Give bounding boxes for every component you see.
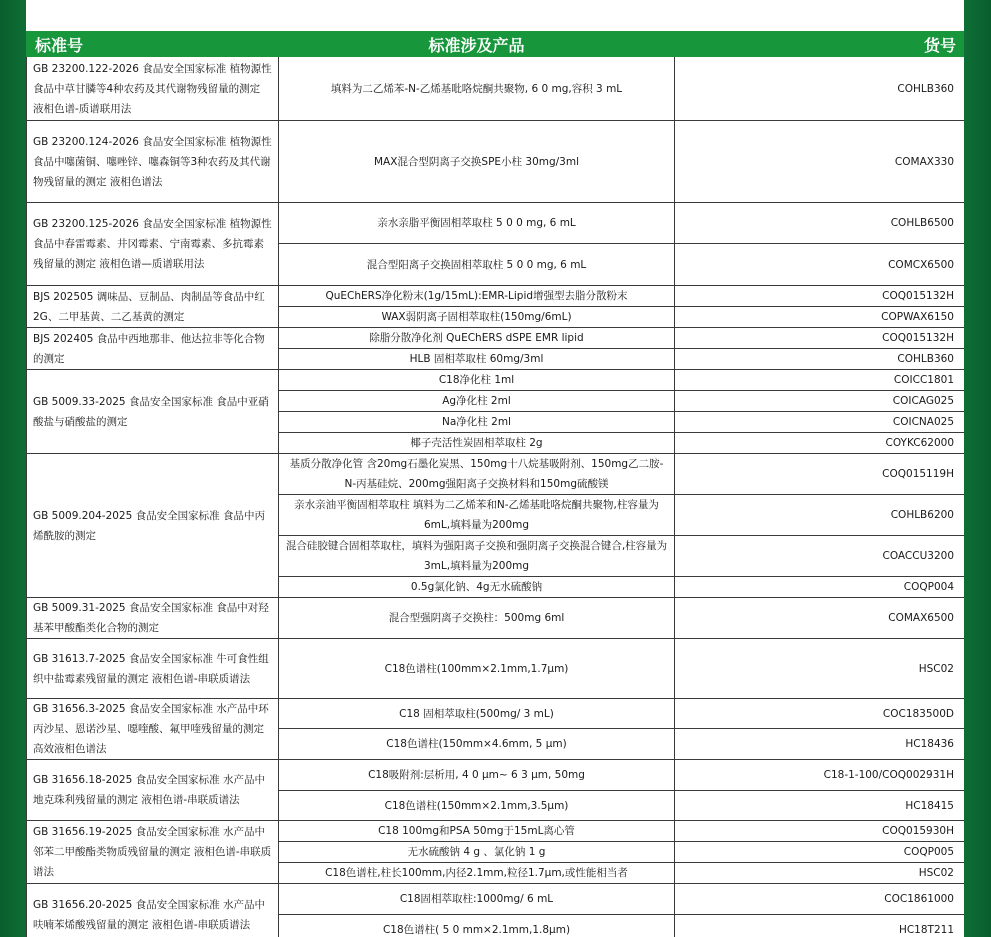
standard-cell: GB 31656.18-2025 食品安全国家标准 水产品中地克珠利残留量的测定 液相色谱-串联质谱法	[27, 760, 279, 821]
product-cell: C18色谱柱,柱长100mm,内径2.1mm,粒径1.7μm,或性能相当者	[279, 863, 675, 884]
product-cell: 除脂分散净化剂 QuEChERS dSPE EMR lipid	[279, 328, 675, 349]
table-row	[27, 639, 965, 699]
product-cell: 0.5g氯化钠、4g无水硫酸钠	[279, 577, 675, 598]
product-cell: 混合型强阴离子交换柱：500mg 6ml	[279, 598, 675, 639]
standard-cell: GB 23200.122-2026 食品安全国家标准 植物源性食品中草甘膦等4种农药及其代谢物残留量的测定 液相色谱-质谱联用法	[27, 57, 279, 121]
code-cell: COHLB6500	[675, 203, 965, 244]
code-cell: COQ015132H	[675, 328, 965, 349]
header-standard: 标准号	[27, 32, 279, 57]
header-code: 货号	[675, 32, 965, 57]
table-row	[27, 598, 965, 639]
standard-cell: GB 5009.204-2025 食品安全国家标准 食品中丙烯酰胺的测定	[27, 454, 279, 598]
product-cell: 亲水亲油平衡固相萃取柱 填料为二乙烯苯和N-乙烯基吡咯烷酮共聚物,柱容量为6mL,填料量为200mg	[279, 495, 675, 536]
standard-cell: GB 23200.124-2026 食品安全国家标准 植物源性食品中噻菌铜、噻唑锌、噻森铜等3种农药及其代谢物残留量的测定 液相色谱法	[27, 121, 279, 203]
standard-cell: GB 31656.3-2025 食品安全国家标准 水产品中环丙沙星、恩诺沙星、噁喹酸、氟甲喹残留量的测定 高效液相色谱法	[27, 699, 279, 760]
product-cell: C18色谱柱(100mm×2.1mm,1.7μm)	[279, 639, 675, 699]
product-cell: 填料为二乙烯苯-N-乙烯基吡咯烷酮共聚物, 6 0 mg,容积 3 mL	[279, 57, 675, 121]
product-cell: C18净化柱 1ml	[279, 370, 675, 391]
product-cell: HLB 固相萃取柱 60mg/3ml	[279, 349, 675, 370]
table-row	[27, 454, 965, 495]
table-row	[27, 699, 965, 729]
code-cell: COYKC62000	[675, 433, 965, 454]
table-row	[27, 884, 965, 915]
product-cell: MAX混合型阴离子交换SPE小柱 30mg/3ml	[279, 121, 675, 203]
code-cell: COICAG025	[675, 391, 965, 412]
code-cell: HSC02	[675, 639, 965, 699]
code-cell: COQ015119H	[675, 454, 965, 495]
code-cell: COQ015930H	[675, 821, 965, 842]
product-cell: 亲水亲脂平衡固相萃取柱 5 0 0 mg, 6 mL	[279, 203, 675, 244]
table-row	[27, 203, 965, 244]
code-cell: COICNA025	[675, 412, 965, 433]
product-cell: Ag净化柱 2ml	[279, 391, 675, 412]
code-cell: COACCU3200	[675, 536, 965, 577]
product-cell: 混合硅胶键合固相萃取柱，填料为强阳离子交换和强阴离子交换混合键合,柱容量为3mL,填料量为200mg	[279, 536, 675, 577]
product-cell: 基质分散净化管 含20mg石墨化炭黑、150mg十八烷基吸附剂、150mg乙二胺-N-丙基硅烷、200mg强阳离子交换材料和150mg硫酸镁	[279, 454, 675, 495]
table-header	[27, 32, 965, 57]
code-cell: COMCX6500	[675, 244, 965, 286]
code-cell: COHLB6200	[675, 495, 965, 536]
product-cell: 椰子壳活性炭固相萃取柱 2g	[279, 433, 675, 454]
code-cell: COC183500D	[675, 699, 965, 729]
table-row	[27, 370, 965, 391]
code-cell: HC18436	[675, 729, 965, 760]
standard-cell: GB 5009.31-2025 食品安全国家标准 食品中对羟基苯甲酸酯类化合物的测定	[27, 598, 279, 639]
code-cell: HC18415	[675, 791, 965, 821]
product-cell: 无水硫酸钠 4 g 、氯化钠 1 g	[279, 842, 675, 863]
product-cell: C18 固相萃取柱(500mg/ 3 mL)	[279, 699, 675, 729]
standard-cell: GB 31656.20-2025 食品安全国家标准 水产品中呋喃苯烯酸残留量的测定 液相色谱-串联质谱法	[27, 884, 279, 937]
table-row	[27, 286, 965, 307]
table-row	[27, 328, 965, 349]
product-cell: Na净化柱 2ml	[279, 412, 675, 433]
code-cell: C18-1-100/COQ002931H	[675, 760, 965, 791]
product-cell: WAX弱阴离子固相萃取柱(150mg/6mL)	[279, 307, 675, 328]
product-cell: C18 100mg和PSA 50mg于15mL离心管	[279, 821, 675, 842]
code-cell: COQP004	[675, 577, 965, 598]
product-cell: C18固相萃取柱:1000mg/ 6 mL	[279, 884, 675, 915]
code-cell: COHLB360	[675, 349, 965, 370]
standard-cell: BJS 202405 食品中西地那非、他达拉非等化合物的测定	[27, 328, 279, 370]
standard-cell: GB 5009.33-2025 食品安全国家标准 食品中亚硝酸盐与硝酸盐的测定	[27, 370, 279, 454]
standards-sheet	[26, 0, 964, 937]
table-body	[27, 57, 965, 937]
product-cell: C18色谱柱( 5 0 mm×2.1mm,1.8μm)	[279, 915, 675, 937]
product-cell: C18吸附剂:层析用, 4 0 μm~ 6 3 μm, 50mg	[279, 760, 675, 791]
standards-table	[26, 31, 964, 937]
code-cell: COPWAX6150	[675, 307, 965, 328]
product-cell: C18色谱柱(150mm×4.6mm, 5 μm)	[279, 729, 675, 760]
standard-cell: GB 31613.7-2025 食品安全国家标准 牛可食性组织中盐霉素残留量的测定 液相色谱-串联质谱法	[27, 639, 279, 699]
code-cell: HC18T211	[675, 915, 965, 937]
code-cell: HSC02	[675, 863, 965, 884]
code-cell: COICC1801	[675, 370, 965, 391]
table-row	[27, 821, 965, 842]
table-row	[27, 121, 965, 203]
code-cell: COC1861000	[675, 884, 965, 915]
code-cell: COHLB360	[675, 57, 965, 121]
standard-cell: GB 23200.125-2026 食品安全国家标准 植物源性食品中春雷霉素、井冈霉素、宁南霉素、多抗霉素残留量的测定 液相色谱—质谱联用法	[27, 203, 279, 286]
standard-cell: GB 31656.19-2025 食品安全国家标准 水产品中邻苯二甲酸酯类物质残留量的测定 液相色谱-串联质谱法	[27, 821, 279, 884]
code-cell: COQP005	[675, 842, 965, 863]
code-cell: COQ015132H	[675, 286, 965, 307]
product-cell: C18色谱柱(150mm×2.1mm,3.5μm)	[279, 791, 675, 821]
code-cell: COMAX6500	[675, 598, 965, 639]
code-cell: COMAX330	[675, 121, 965, 203]
product-cell: QuEChERS净化粉末(1g/15mL):EMR-Lipid增强型去脂分散粉末	[279, 286, 675, 307]
standard-cell: BJS 202505 调味品、豆制品、肉制品等食品中红2G、二甲基黄、二乙基黄的测定	[27, 286, 279, 328]
header-product: 标准涉及产品	[279, 32, 675, 57]
table-row	[27, 57, 965, 121]
table-row	[27, 760, 965, 791]
product-cell: 混合型阳离子交换固相萃取柱 5 0 0 mg, 6 mL	[279, 244, 675, 286]
